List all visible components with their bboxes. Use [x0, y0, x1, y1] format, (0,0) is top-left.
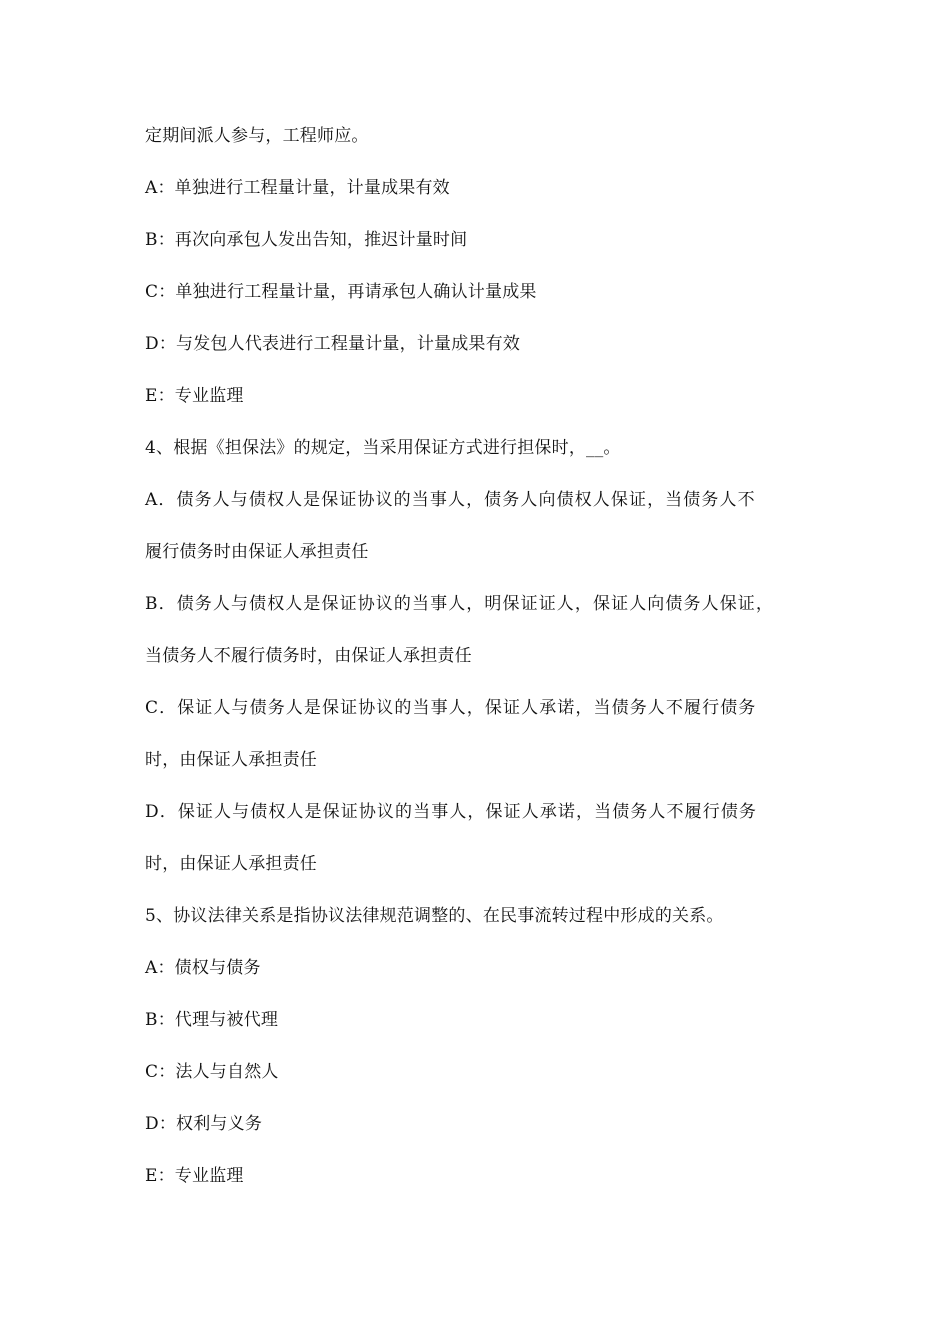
- question-5-stem: 5、协议法律关系是指协议法律规范调整的、在民事流转过程中形成的关系。: [145, 906, 724, 926]
- question-5-option-b: B：代理与被代理: [145, 1010, 279, 1030]
- document-body: [145, 120, 825, 1212]
- question-3-option-b: B：再次向承包人发出告知，推迟计量时间: [145, 230, 468, 250]
- question-4-option-b: B．债务人与债权人是保证协议的当事人，明保证证人，保证人向债务人保证，: [145, 594, 774, 614]
- question-5-option-d: D：权利与义务: [145, 1114, 263, 1134]
- question-3-stem-continuation: 定期间派人参与，工程师应。: [145, 126, 369, 146]
- question-4-option-a-continuation: 履行债务时由保证人承担责任: [145, 542, 369, 562]
- question-4-option-c-continuation: 时，由保证人承担责任: [145, 750, 317, 770]
- question-4-option-a: A．债务人与债权人是保证协议的当事人，债务人向债权人保证，当债务人不: [145, 490, 756, 510]
- question-4-option-d-continuation: 时，由保证人承担责任: [145, 854, 317, 874]
- question-3-option-e: E：专业监理: [145, 386, 244, 406]
- question-4-option-b-continuation: 当债务人不履行债务时，由保证人承担责任: [145, 646, 472, 666]
- question-3-option-d: D：与发包人代表进行工程量计量，计量成果有效: [145, 334, 521, 354]
- question-5-option-e: E：专业监理: [145, 1166, 244, 1186]
- question-3-option-c: C：单独进行工程量计量，再请承包人确认计量成果: [145, 282, 537, 302]
- question-3-option-a: A：单独进行工程量计量，计量成果有效: [145, 178, 450, 198]
- question-5-option-c: C：法人与自然人: [145, 1062, 279, 1082]
- question-4-option-c: C．保证人与债务人是保证协议的当事人，保证人承诺，当债务人不履行债务: [145, 698, 757, 718]
- question-4-option-d: D．保证人与债权人是保证协议的当事人，保证人承诺，当债务人不履行债务: [145, 802, 758, 822]
- question-4-stem: 4、根据《担保法》的规定，当采用保证方式进行担保时，__。: [145, 438, 621, 458]
- question-5-option-a: A：债权与债务: [145, 958, 261, 978]
